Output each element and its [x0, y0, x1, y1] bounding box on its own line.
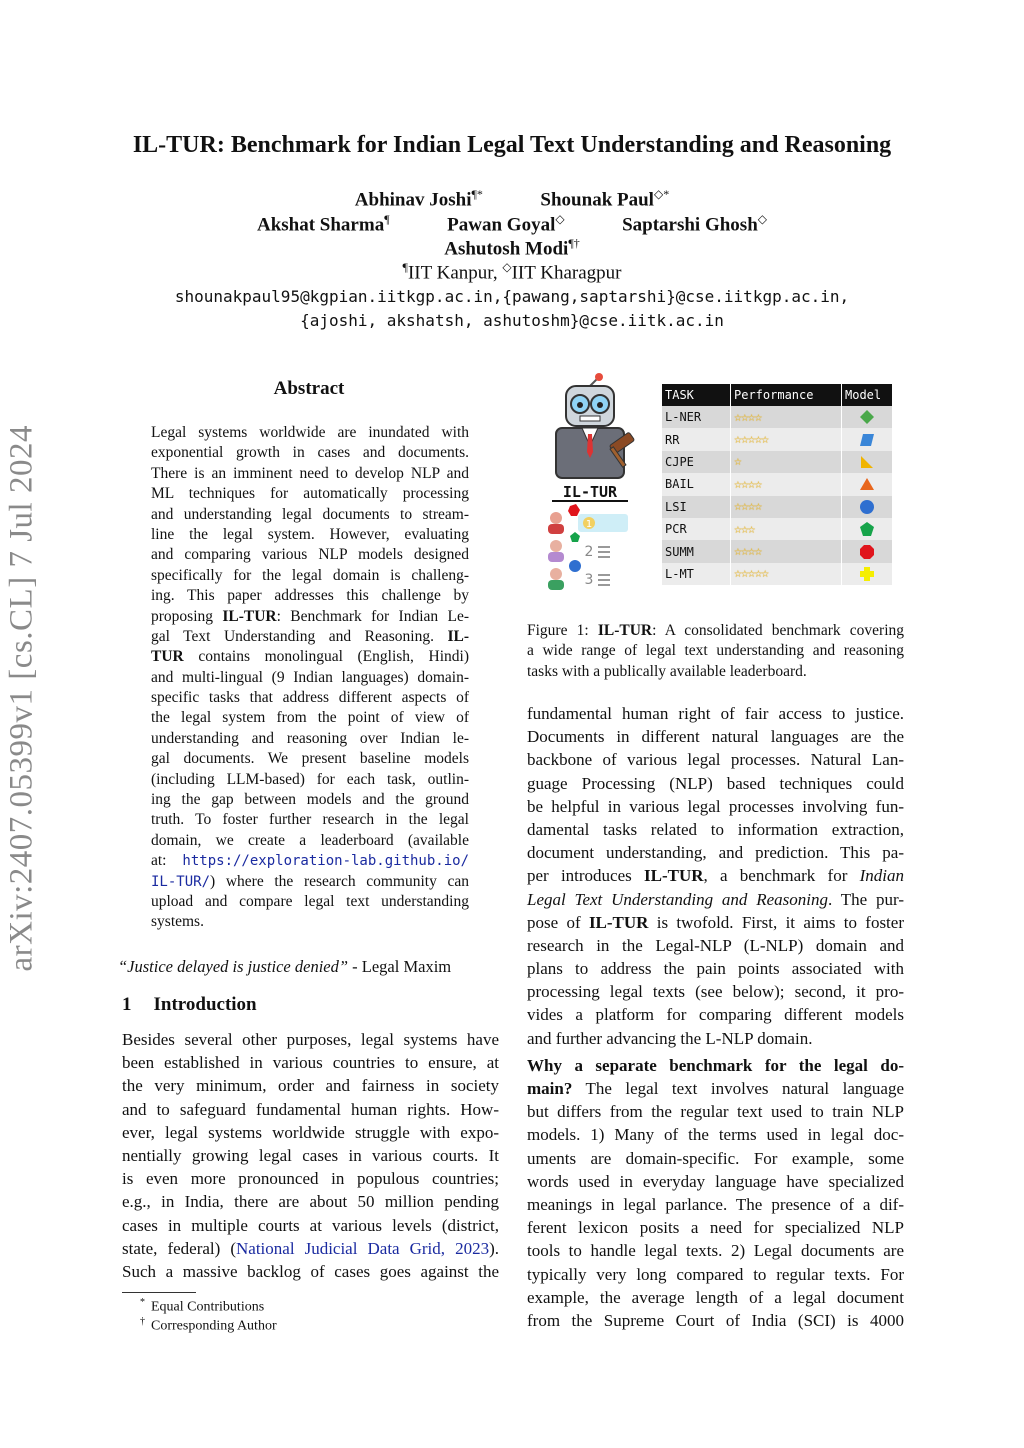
- email-line-2: {ajoshi, akshatsh, ashutoshm}@cse.iitk.ac.in: [300, 311, 724, 330]
- citation-link[interactable]: National Judicial Data Grid, 2023: [236, 1238, 490, 1258]
- body-line: Besides several other purposes, legal systems have: [122, 1030, 499, 1049]
- benchmark-table: [662, 384, 893, 585]
- star-rating: ☆☆☆☆☆: [734, 432, 769, 448]
- body-line: pose of IL-TUR is twofold. First, it aims to foster: [527, 912, 904, 932]
- body-line: fundamental human right of fair access to justice.: [527, 704, 904, 723]
- model-shape: [842, 473, 893, 495]
- body-line: and further advancing the L-NLP domain.: [527, 1028, 813, 1048]
- author-marks: ¶†: [568, 236, 580, 250]
- abstract-line: line the legal system. However, evaluating: [151, 525, 469, 543]
- affiliation-mark: ¶: [402, 260, 408, 274]
- task-cell: L-MT: [662, 563, 731, 585]
- author-marks: ¶*: [471, 187, 483, 201]
- task-cell: SUMM: [662, 540, 731, 562]
- abstract-line: and understanding legal documents to stream-: [151, 505, 469, 523]
- abstract-line: Legal systems worldwide are inundated with: [151, 424, 469, 441]
- body-line: processing legal texts (see below); second, it pro-: [527, 982, 904, 1002]
- abstract-line: ML techniques for automatically processing: [151, 485, 469, 503]
- table-row: [662, 563, 893, 585]
- body-line: meanings in legal parlance. The presence of a dif-: [527, 1194, 904, 1214]
- cross-icon: [859, 566, 875, 582]
- body-line: but differs from the regular text used to train NLP: [527, 1102, 904, 1122]
- body-line: been established in various countries to ensure, at: [122, 1053, 499, 1073]
- maxim-attribution: - Legal Maxim: [348, 957, 452, 976]
- star-rating: ☆☆☆: [734, 521, 755, 537]
- body-line: the very minimum, order and fairness in society: [122, 1076, 499, 1096]
- table-row: [662, 473, 893, 495]
- task-cell: CJPE: [662, 451, 731, 473]
- performance-stars: [731, 406, 842, 428]
- octagon-icon: [859, 544, 875, 560]
- body-line: words used in everyday language have specialized: [527, 1171, 904, 1191]
- abstract-line: IL-TUR/) where the research community can: [151, 872, 469, 890]
- figure-illustration: [540, 372, 640, 602]
- legal-maxim: [118, 957, 498, 977]
- parallelogram-icon: [859, 432, 875, 448]
- model-shape: [842, 406, 893, 428]
- footnote: † Corresponding Author: [140, 1316, 277, 1334]
- body-line: state, federal) (National Judicial Data Grid, 2023).: [122, 1238, 499, 1258]
- footnote-rule: [122, 1292, 196, 1293]
- abstract-line: proposing IL-TUR: Benchmark for Indian Le-: [151, 607, 469, 625]
- paper-title: IL-TUR: Benchmark for Indian Legal Text Understanding and Reasoning: [132, 132, 892, 158]
- abstract-line: ing the gap between models and the ground: [151, 791, 469, 809]
- body-line: Legal Text Understanding and Reasoning. The pur-: [527, 889, 905, 909]
- footnote: * Equal Contributions: [140, 1297, 265, 1315]
- body-line: tools to handle legal texts. 2) Legal documents are: [527, 1241, 904, 1261]
- author-name: Akshat Sharma: [256, 214, 385, 236]
- body-line: cases in multiple courts at various levels (district,: [122, 1215, 499, 1235]
- body-line: per introduces IL-TUR, a benchmark for Indian: [527, 866, 904, 886]
- performance-stars: [731, 428, 842, 450]
- rank-number: 1: [585, 519, 593, 530]
- performance-stars: [731, 518, 842, 540]
- table-row: [662, 518, 893, 540]
- abstract-line: domain, we create a leaderboard (available: [151, 831, 469, 849]
- author-marks: ¶: [384, 212, 390, 226]
- diamond-icon: [859, 409, 875, 425]
- affiliation-iitkgp: IIT Kharagpur: [511, 262, 622, 284]
- authors-line-3: [60, 236, 964, 260]
- maxim-quote: “Justice delayed is justice denied”: [118, 957, 349, 976]
- star-rating: ☆☆☆☆: [734, 544, 762, 560]
- star-rating: ☆☆☆☆: [734, 476, 762, 492]
- body-line: example, the average length of a legal document: [527, 1287, 904, 1307]
- abstract-line: gal Text Understanding and Reasoning. IL-: [151, 627, 469, 645]
- star-rating: ☆☆☆☆☆: [734, 566, 769, 582]
- intro-right-column: [527, 702, 904, 1332]
- table-row: [662, 496, 893, 518]
- leaderboard-link[interactable]: https://exploration-lab.github.io/: [182, 853, 469, 870]
- triangle-icon: [859, 476, 875, 492]
- abstract-line: upload and compare legal text understanding: [151, 892, 469, 910]
- body-line: be helpful in various legal processes involving fun-: [527, 796, 904, 816]
- author-marks: ◇: [555, 212, 565, 226]
- abstract-line: specific tasks that address different aspects of: [151, 689, 469, 707]
- section-heading: 1 Introduction: [122, 994, 257, 1015]
- rank-number: 2: [584, 544, 594, 560]
- model-shape: [842, 540, 893, 562]
- task-cell: L-NER: [662, 406, 731, 428]
- affiliations: [60, 260, 964, 284]
- abstract-line: ing. This paper addresses this challenge by: [151, 587, 469, 605]
- author-name: Ashutosh Modi: [444, 238, 569, 260]
- task-cell: LSI: [662, 496, 731, 518]
- table-row: [662, 540, 893, 562]
- body-line: ferent lexicon posits a need for specialized NLP: [527, 1218, 904, 1238]
- body-line: e.g., in India, there are about 50 million pending: [122, 1192, 499, 1212]
- performance-stars: [731, 473, 842, 495]
- il-tur-logo-text: IL-TUR: [562, 483, 618, 501]
- task-cell: PCR: [662, 518, 731, 540]
- abstract-line: (including LLM-based) for each task, outlin-: [151, 770, 469, 788]
- body-line: plans to address the pain points associated with: [527, 959, 904, 979]
- robot-judge-illustration: [540, 372, 640, 602]
- table-row: [662, 451, 893, 473]
- caption-line: Figure 1: IL-TUR: A consolidated benchmark covering: [527, 622, 904, 639]
- model-shape: [842, 563, 893, 585]
- performance-stars: [731, 540, 842, 562]
- triangle-right-icon: [859, 454, 875, 470]
- table-row: [662, 406, 893, 428]
- body-line: nentially growing legal cases in various courts. It: [122, 1145, 499, 1165]
- body-line: typically very long compared to regular texts. For: [527, 1264, 904, 1284]
- arxiv-identifier: arXiv:2407.05399v1 [cs.CL] 7 Jul 2024: [3, 425, 40, 972]
- column-header: Performance: [731, 384, 842, 406]
- abstract-line: truth. To foster further research in the legal: [151, 811, 469, 829]
- performance-stars: [731, 451, 842, 473]
- body-line: research in the Legal-NLP (L-NLP) domain and: [527, 935, 904, 955]
- body-line: ever, legal systems worldwide struggle with expo-: [122, 1122, 499, 1142]
- body-line: and to safeguard fundamental human rights. How-: [122, 1099, 499, 1119]
- body-line: Documents in different natural languages are the: [527, 727, 904, 747]
- column-header: Model: [842, 384, 893, 406]
- paragraph-heading: Why a separate benchmark for the legal do-: [527, 1055, 904, 1075]
- affiliation-iitk: IIT Kanpur,: [407, 262, 503, 284]
- email-line-1: shounakpaul95@kgpian.iitkgp.ac.in,{pawang,saptarshi}@cse.iitkgp.ac.in,: [174, 287, 850, 306]
- body-line: from the Supreme Court of India (SCI) is 4000: [527, 1310, 904, 1330]
- author-name: Abhinav Joshi: [354, 189, 472, 211]
- figure-caption: [527, 621, 904, 682]
- table-header-row: [662, 384, 893, 406]
- leaderboard-link[interactable]: IL-TUR/: [151, 873, 211, 890]
- caption-line: a wide range of legal text understanding and reasoning: [527, 642, 904, 660]
- authors-line-2: [60, 212, 964, 236]
- task-cell: RR: [662, 428, 731, 450]
- column-header: TASK: [662, 384, 731, 406]
- leaderboard-rank-2: [548, 532, 610, 562]
- abstract-body: [151, 423, 469, 933]
- body-line: backbone of various legal processes. Natural Lan-: [527, 750, 904, 770]
- author-name: Saptarshi Ghosh: [622, 214, 758, 236]
- intro-left-column: [122, 1028, 499, 1283]
- abstract-line: and multi-lingual (9 Indian languages) domain-: [151, 668, 469, 686]
- author-marks: ◇: [757, 212, 768, 226]
- star-rating: ☆: [734, 454, 741, 470]
- abstract-line: at: https://exploration-lab.github.io/: [151, 852, 469, 870]
- leaderboard-rank-3: [548, 560, 610, 590]
- author-name: Pawan Goyal: [447, 214, 556, 236]
- body-line: vides a platform for comparing different models: [527, 1005, 904, 1025]
- author-name: Shounak Paul: [540, 189, 654, 211]
- circle-icon: [859, 499, 875, 515]
- model-shape: [842, 518, 893, 540]
- caption-line: tasks with a publically available leaderboard.: [527, 662, 807, 680]
- abstract-line: systems.: [151, 913, 204, 931]
- body-line: document understanding, and prediction. This pa-: [527, 843, 904, 863]
- star-rating: ☆☆☆☆: [734, 499, 762, 515]
- abstract-line: TUR contains monolingual (English, Hindi): [151, 648, 469, 666]
- abstract-line: gal documents. We present baseline models: [151, 750, 469, 768]
- body-line: Such a massive backlog of cases goes against the: [122, 1261, 499, 1281]
- table-row: [662, 428, 893, 450]
- task-cell: BAIL: [662, 473, 731, 495]
- authors-line-1: [60, 187, 964, 211]
- rank-number: 3: [584, 572, 594, 588]
- star-rating: ☆☆☆☆: [734, 409, 762, 425]
- body-line: is even more pronounced in populous countries;: [122, 1169, 499, 1189]
- model-shape: [842, 451, 893, 473]
- leaderboard-rank-1: [548, 504, 628, 534]
- abstract-line: and comparing various NLP models designed: [151, 546, 469, 564]
- pentagon-icon: [859, 521, 875, 537]
- body-line: uments are domain-specific. For example, some: [527, 1148, 904, 1168]
- abstract-line: the legal system from the point of view of: [151, 709, 469, 727]
- affiliation-mark: ◇: [502, 260, 512, 274]
- body-line: guage Processing (NLP) based techniques could: [527, 773, 904, 793]
- performance-stars: [731, 496, 842, 518]
- model-shape: [842, 428, 893, 450]
- abstract-line: exponential growth in cases and documents.: [151, 444, 469, 462]
- abstract-line: understanding and reasoning over Indian le-: [151, 729, 469, 747]
- abstract-line: There is an imminent need to develop NLP and: [151, 464, 469, 482]
- abstract-heading: Abstract: [273, 378, 345, 399]
- performance-stars: [731, 563, 842, 585]
- abstract-line: specifically for the legal domain is challeng-: [151, 566, 469, 584]
- body-line: main? The legal text involves natural language: [527, 1079, 904, 1098]
- body-line: models. 1) Many of the terms used in legal doc-: [527, 1125, 904, 1145]
- author-marks: ◇*: [653, 187, 670, 201]
- model-shape: [842, 496, 893, 518]
- body-line: damental tasks related to information extraction,: [527, 819, 904, 839]
